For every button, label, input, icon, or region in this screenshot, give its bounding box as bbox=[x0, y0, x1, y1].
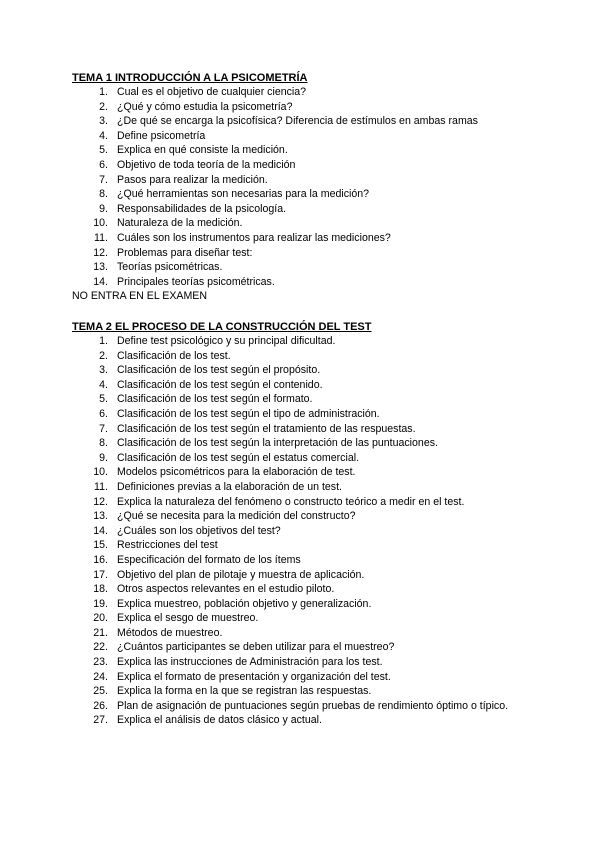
item-number: 1. bbox=[99, 335, 108, 347]
item-number: 9. bbox=[99, 202, 108, 215]
item-text: Teorías psicométricas. bbox=[117, 261, 223, 274]
list-item bbox=[72, 655, 592, 670]
item-text: Clasificación de los test según la interpretación de las puntuaciones. bbox=[117, 437, 438, 450]
list-item bbox=[72, 568, 592, 583]
item-number: 8. bbox=[99, 437, 108, 450]
section-tema-1 bbox=[72, 71, 592, 303]
item-number: 12. bbox=[93, 246, 108, 259]
item-text: Objetivo del plan de pilotaje y muestra de aplicación. bbox=[117, 568, 365, 581]
item-text: Especificación del formato de los ítems bbox=[117, 553, 301, 566]
list-item bbox=[72, 100, 592, 115]
item-text: Cual es el objetivo de cualquier ciencia? bbox=[117, 86, 307, 98]
item-number: 2. bbox=[99, 100, 108, 113]
item-number: 21. bbox=[93, 626, 108, 639]
list-item bbox=[72, 538, 592, 553]
list-item bbox=[72, 626, 592, 641]
item-text: ¿Qué herramientas son necesarias para la medición? bbox=[117, 188, 370, 201]
item-text: Clasificación de los test según el tipo de administración. bbox=[117, 407, 380, 420]
item-number: 5. bbox=[99, 393, 108, 406]
item-text: Clasificación de los test según el estatus comercial. bbox=[117, 451, 360, 464]
item-text: Explica las instrucciones de Administración para los test. bbox=[117, 656, 383, 669]
item-text: Objetivo de toda teoría de la medición bbox=[117, 158, 296, 171]
list-item bbox=[72, 187, 592, 202]
item-text: Explica el formato de presentación y organización del test. bbox=[117, 670, 391, 683]
item-text: ¿Qué y cómo estudia la psicometría? bbox=[117, 100, 293, 113]
item-text: ¿De qué se encarga la psicofísica? Diferencia de estímulos en ambas ramas bbox=[117, 115, 478, 128]
item-text: Define test psicológico y su principal dificultad. bbox=[117, 335, 336, 347]
item-number: 4. bbox=[99, 129, 108, 142]
list-item bbox=[72, 173, 592, 188]
list-item bbox=[72, 524, 592, 539]
item-text: Clasificación de los test según el contenido. bbox=[117, 378, 323, 391]
item-text: Clasificación de los test según el tratamiento de las respuestas. bbox=[117, 422, 416, 435]
list-item bbox=[72, 640, 592, 655]
list-item bbox=[72, 363, 592, 378]
item-number: 25. bbox=[93, 685, 108, 698]
item-text: Responsabilidades de la psicología. bbox=[117, 202, 287, 215]
item-text: Clasificación de los test según el propósito. bbox=[117, 364, 321, 377]
list-item bbox=[72, 684, 592, 699]
item-text: Explica el sesgo de muestreo. bbox=[117, 612, 259, 625]
section-title: TEMA 2 EL PROCESO DE LA CONSTRUCCIÓN DEL TEST bbox=[72, 321, 372, 333]
list-item bbox=[72, 246, 592, 261]
item-number: 4. bbox=[99, 378, 108, 391]
list-item bbox=[72, 85, 592, 100]
list-item bbox=[72, 582, 592, 597]
item-number: 6. bbox=[99, 407, 108, 420]
list-item bbox=[72, 451, 592, 466]
item-text: ¿Cuáles son los objetivos del test? bbox=[117, 524, 281, 537]
list-item bbox=[72, 349, 592, 364]
list-item bbox=[72, 436, 592, 451]
item-text: Explica el análisis de datos clásico y actual. bbox=[117, 714, 322, 727]
item-number: 24. bbox=[93, 670, 108, 683]
list-item bbox=[72, 334, 592, 349]
item-number: 23. bbox=[93, 656, 108, 669]
list-item bbox=[72, 713, 592, 728]
item-text: Problemas para diseñar test: bbox=[117, 246, 253, 259]
item-text: Restricciones del test bbox=[117, 539, 218, 552]
list-item bbox=[72, 597, 592, 612]
item-text: Pasos para realizar la medición. bbox=[117, 173, 268, 186]
item-number: 10. bbox=[93, 466, 108, 479]
item-number: 14. bbox=[93, 524, 108, 537]
item-number: 11. bbox=[94, 480, 108, 493]
list-item bbox=[72, 553, 592, 568]
item-text: Principales teorías psicométricas. bbox=[117, 275, 275, 288]
item-text: Métodos de muestreo. bbox=[117, 626, 223, 639]
item-number: 14. bbox=[93, 275, 108, 288]
list-item bbox=[72, 143, 592, 158]
list-item bbox=[72, 480, 592, 495]
list-item bbox=[72, 216, 592, 231]
item-number: 15. bbox=[93, 539, 108, 552]
item-text: Naturaleza de la medición. bbox=[117, 217, 243, 230]
question-list bbox=[72, 334, 592, 728]
item-number: 7. bbox=[99, 422, 108, 435]
item-number: 6. bbox=[99, 158, 108, 171]
item-number: 13. bbox=[93, 510, 108, 523]
item-text: Define psicometría bbox=[117, 129, 206, 142]
item-number: 10. bbox=[93, 217, 108, 230]
item-number: 20. bbox=[93, 612, 108, 625]
item-text: Modelos psicométricos para la elaboración de test. bbox=[117, 466, 356, 479]
list-item bbox=[72, 670, 592, 685]
item-number: 22. bbox=[93, 641, 108, 654]
list-item bbox=[72, 392, 592, 407]
item-text: Plan de asignación de puntuaciones según pruebas de rendimiento óptimo o típico. bbox=[117, 699, 509, 712]
item-number: 16. bbox=[93, 553, 108, 566]
item-number: 8. bbox=[99, 188, 108, 201]
item-number: 1. bbox=[99, 86, 108, 98]
list-item bbox=[72, 509, 592, 524]
list-item bbox=[72, 465, 592, 480]
list-item bbox=[72, 158, 592, 173]
list-item bbox=[72, 231, 592, 246]
item-number: 7. bbox=[99, 173, 108, 186]
item-number: 11. bbox=[94, 231, 108, 244]
list-item bbox=[72, 611, 592, 626]
item-text: Clasificación de los test según el formato. bbox=[117, 393, 313, 406]
item-text: Explica la naturaleza del fenómeno o constructo teórico a medir en el test. bbox=[117, 495, 465, 508]
item-number: 26. bbox=[93, 699, 108, 712]
item-text: Cuáles son los instrumentos para realizar las mediciones? bbox=[117, 231, 391, 244]
item-number: 19. bbox=[93, 597, 108, 610]
item-number: 18. bbox=[93, 583, 108, 596]
item-text: ¿Qué se necesita para la medición del constructo? bbox=[117, 510, 356, 523]
list-item bbox=[72, 378, 592, 393]
section-title: TEMA 1 INTRODUCCIÓN A LA PSICOMETRÍA bbox=[72, 72, 308, 84]
item-number: 3. bbox=[99, 364, 108, 377]
list-item bbox=[72, 495, 592, 510]
item-number: 27. bbox=[93, 714, 108, 727]
item-text: Explica muestreo, población objetivo y generalización. bbox=[117, 597, 372, 610]
item-number: 17. bbox=[93, 568, 108, 581]
item-number: 12. bbox=[93, 495, 108, 508]
item-text: Definiciones previas a la elaboración de un test. bbox=[117, 480, 342, 493]
list-item bbox=[72, 422, 592, 437]
item-number: 2. bbox=[99, 349, 108, 362]
list-item bbox=[72, 699, 592, 714]
item-number: 13. bbox=[93, 261, 108, 274]
list-item bbox=[72, 202, 592, 217]
item-text: Clasificación de los test. bbox=[117, 349, 231, 362]
item-number: 3. bbox=[99, 115, 108, 128]
item-number: 9. bbox=[99, 451, 108, 464]
item-text: ¿Cuántos participantes se deben utilizar para el muestreo? bbox=[117, 641, 395, 654]
list-item bbox=[72, 114, 592, 129]
item-number: 5. bbox=[99, 144, 108, 157]
item-text: Explica en qué consiste la medición. bbox=[117, 144, 288, 157]
list-item bbox=[72, 407, 592, 422]
list-item bbox=[72, 275, 592, 290]
exam-note: NO ENTRA EN EL EXAMEN bbox=[72, 290, 208, 303]
item-text: Explica la forma en la que se registran las respuestas. bbox=[117, 685, 372, 698]
list-item bbox=[72, 260, 592, 275]
question-list bbox=[72, 85, 592, 289]
item-text: Otros aspectos relevantes en el estudio piloto. bbox=[117, 583, 335, 596]
list-item bbox=[72, 129, 592, 144]
section-tema-2 bbox=[72, 320, 592, 728]
